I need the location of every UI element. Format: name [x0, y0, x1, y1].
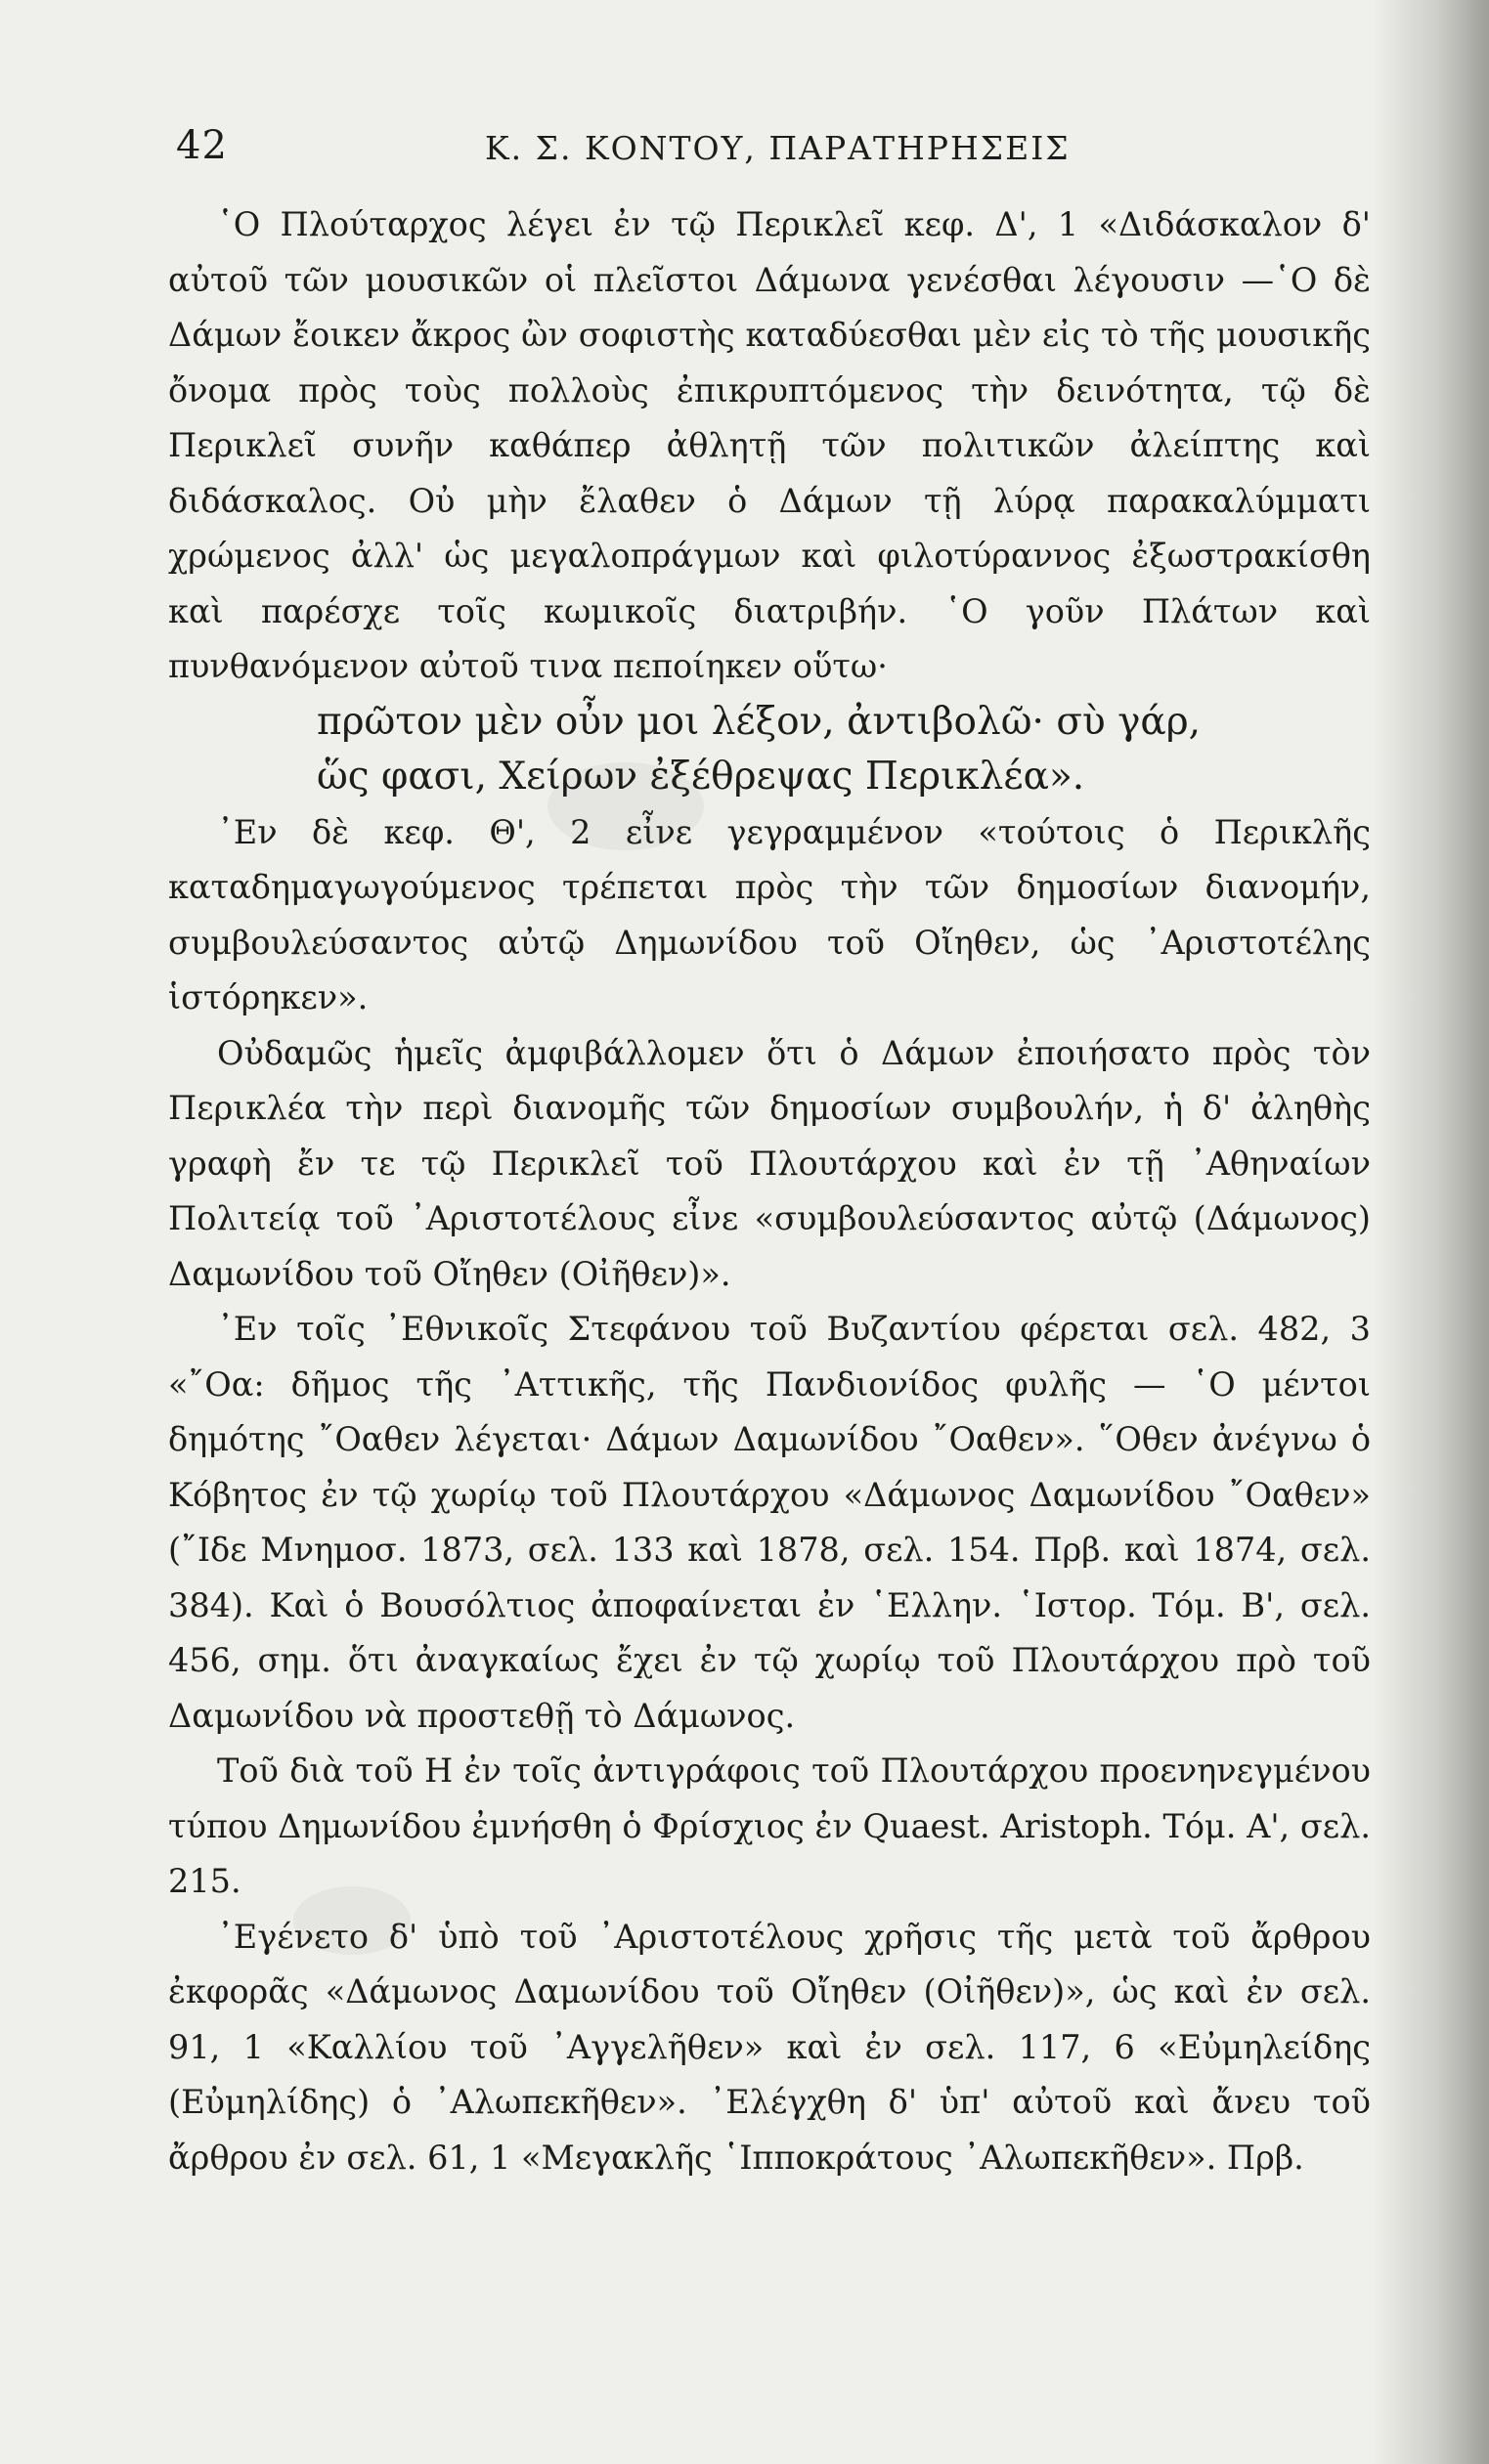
- verse-line: ὥς φασι, Χείρων ἐξέθρεψας Περικλέα».: [317, 755, 1085, 799]
- paragraph: ῾Ο Πλούταρχος λέγει ἐν τῷ Περικλεῖ κεφ. Δ', 1 «Διδάσκαλον δ' αὐτοῦ τῶν μουσικῶν οἱ πλεῖστοι Δάμωνα γενέσθαι λέγουσιν —῾Ο δὲ Δάμων ἔοικεν ἄκρος ὢν σοφιστὴς καταδύεσθαι μὲν εἰς τὸ τῆς μουσικῆς ὄνομα πρὸς τοὺς πολλοὺς ἐπικρυπτόμενος τὴν δεινότητα, τῷ δὲ Περικλεῖ συνῆν καθάπερ ἀθλητῇ τῶν πολιτικῶν ἀλείπτης καὶ διδάσκαλος. Οὐ μὴν ἔλαθεν ὁ Δάμων τῇ λύρᾳ παρακαλύμματι χρώμενος ἀλλ' ὡς μεγαλοπράγμων καὶ φιλοτύραννος ἐξωστρακίσθη καὶ παρέσχε τοῖς κωμικοῖς διατριβήν. ῾Ο γοῦν Πλάτων καὶ πυνθανόμενον αὐτοῦ τινα πεποίηκεν οὕτω·: [168, 205, 1371, 685]
- page-content: [168, 115, 1371, 2185]
- paragraph: Οὐδαμῶς ἡμεῖς ἀμφιβάλλομεν ὅτι ὁ Δάμων ἐποιήσατο πρὸς τὸν Περικλέα τὴν περὶ διανομῆς τῶν δημοσίων συμβουλήν, ἡ δ' ἀληθὴς γραφὴ ἔν τε τῷ Περικλεῖ τοῦ Πλουτάρχου καὶ ἐν τῇ ᾿Αθηναίων Πολιτείᾳ τοῦ ᾿Αριστοτέλους εἶνε «συμβουλεύσαντος αὐτῷ (Δάμωνος) Δαμωνίδου τοῦ Οἴηθεν (Οἰῆθεν)».: [168, 1033, 1371, 1293]
- paragraph: ᾿Εν τοῖς ᾿Εθνικοῖς Στεφάνου τοῦ Βυζαντίου φέρεται σελ. 482, 3 «῎Οα: δῆμος τῆς ᾿Αττικῆς, τῆς Πανδιονίδος φυλῆς — ῾Ο μέντοι δημότης ῎Οαθεν λέγεται· Δάμων Δαμωνίδου ῎Οαθεν». ῞Οθεν ἀνέγνω ὁ Κόβητος ἐν τῷ χωρίῳ τοῦ Πλουτάρχου «Δάμωνος Δαμωνίδου ῎Οαθεν» (῎Ιδε Μνημοσ. 1873, σελ. 133 καὶ 1878, σελ. 154. Πρβ. καὶ 1874, σελ. 384). Καὶ ὁ Βουσόλτιος ἀποφαίνεται ἐν ῾Ελλην. ῾Ιστορ. Τόμ. Β', σελ. 456, σημ. ὅτι ἀναγκαίως ἔχει ἐν τῷ χωρίῳ τοῦ Πλουτάρχου πρὸ τοῦ Δαμωνίδου νὰ προστεθῇ τὸ Δάμωνος.: [168, 1310, 1371, 1735]
- verse-line: πρῶτον μὲν οὖν μοι λέξον, ἀντιβολῶ· σὺ γάρ,: [317, 699, 1202, 744]
- running-title: Κ. Σ. ΚΟΝΤΟΥ, ΠΑΡΑΤΗΡΗΣΕΙΣ: [485, 129, 1071, 167]
- paragraph: Τοῦ διὰ τοῦ Η ἐν τοῖς ἀντιγράφοις τοῦ Πλουτάρχου προενηνεγμένου τύπου Δημωνίδου ἐμνήσθη ὁ Φρίσχιος ἐν Quaest. Aristoph. Τόμ. Α', σελ. 215.: [168, 1751, 1371, 1900]
- paragraph: ᾿Εγένετο δ' ὑπὸ τοῦ ᾿Αριστοτέλους χρῆσις τῆς μετὰ τοῦ ἄρθρου ἐκφορᾶς «Δάμωνος Δαμωνίδου τοῦ Οἴηθεν (Οἰῆθεν)», ὡς καὶ ἐν σελ. 91, 1 «Καλλίου τοῦ ᾿Αγγελῆθεν» καὶ ἐν σελ. 117, 6 «Εὐμηλείδης (Εὐμηλίδης) ὁ ᾿Αλωπεκῆθεν». ᾿Ελέγχθη δ' ὑπ' αὐτοῦ καὶ ἄνευ τοῦ ἄρθρου ἐν σελ. 61, 1 «Μεγακλῆς ῾Ιπποκράτους ᾿Αλωπεκῆθεν». Πρβ.: [168, 1917, 1371, 2177]
- running-head: [168, 115, 1371, 197]
- page-gutter-shadow: [1372, 0, 1489, 2464]
- body-text: [168, 197, 1371, 2185]
- paragraph: ᾿Εν δὲ κεφ. Θ', 2 εἶνε γεγραμμένον «τούτοις ὁ Περικλῆς καταδημαγωγούμενος τρέπεται πρὸς τὴν τῶν δημοσίων διανομήν, συμβουλεύσαντος αὐτῷ Δημωνίδου τοῦ Οἴηθεν, ὡς ᾿Αριστοτέλης ἱστόρηκεν».: [168, 812, 1371, 1016]
- page-number: 42: [176, 123, 228, 168]
